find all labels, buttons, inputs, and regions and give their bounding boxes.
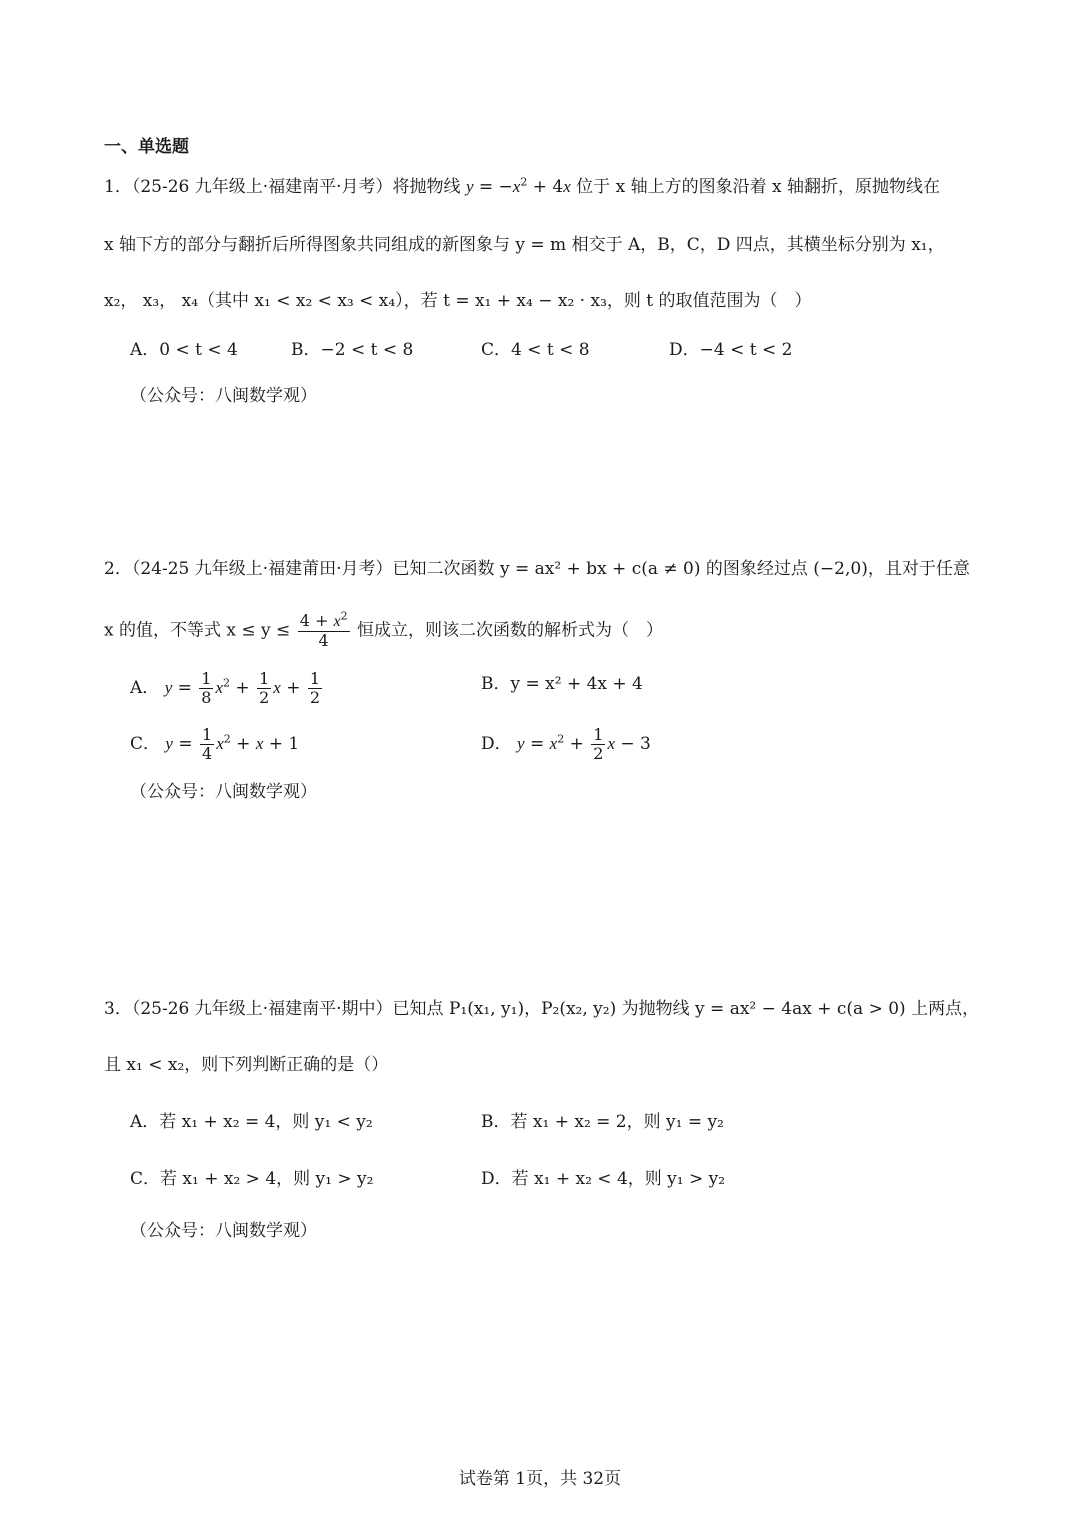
q1-line1-suffix: 位于 x 轴上方的图象沿着 x 轴翻折，原抛物线在 — [570, 177, 940, 197]
page-footer: 试卷第 1页，共 32页 — [458, 1469, 622, 1489]
q2-line2-suffix: 恒成立，则该二次函数的解析式为（ ） — [351, 620, 663, 641]
q2-option-d[interactable] — [481, 726, 651, 763]
q1-option-a[interactable]: A．0 < t < 4 — [130, 340, 238, 360]
q1-line-1 — [104, 173, 940, 201]
q1-line-2: x 轴下方的部分与翻折后所得图象共同组成的新图象与 y = m 相交于 A，B，C，D 四点，其横坐标分别为 x₁， — [104, 235, 945, 255]
q3-note: （公众号：八闽数学观） — [130, 1221, 317, 1241]
q2-option-a-formula: y = $\frac{1}{8}$ $x^2$ + $\frac{1}{2}$ x + $\frac{1}{2}$ — [164, 669, 321, 707]
q3-option-b[interactable]: B．若 x₁ + x₂ = 2，则 y₁ = y₂ — [481, 1112, 724, 1132]
q1-option-c[interactable]: C．4 < t < 8 — [481, 340, 590, 360]
q3-option-a[interactable]: A．若 x₁ + x₂ = 4，则 y₁ < y₂ — [130, 1112, 373, 1132]
q2-option-b[interactable]: B．y = x² + 4x + 4 — [481, 674, 643, 694]
q2-line-1: 2．（24-25 九年级上·福建莆田·月考）已知二次函数 y = ax² + bx + c(a ≠ 0) 的图象经过点 (−2,0)，且对于任意 — [104, 559, 970, 579]
q2-option-c-label: C． — [130, 734, 161, 754]
q1-note: （公众号：八闽数学观） — [130, 386, 317, 406]
q1-option-b[interactable]: B．−2 < t < 8 — [291, 340, 414, 360]
q1-parabola-formula: $y = -x^2 + 4x$ — [465, 175, 571, 197]
q3-option-d[interactable]: D．若 x₁ + x₂ < 4，则 y₁ > y₂ — [481, 1169, 726, 1189]
section-title: 一、单选题 — [104, 137, 189, 157]
q2-option-d-label: D． — [481, 734, 512, 754]
q1-option-d[interactable]: D．−4 < t < 2 — [669, 340, 793, 360]
q1-line1-prefix: 1．（25-26 九年级上·福建南平·月考）将抛物线 — [104, 177, 466, 197]
q3-line-1: 3．（25-26 九年级上·福建南平·期中）已知点 P₁(x₁, y₁)，P₂(x₂, y₂) 为抛物线 y = ax² − 4ax + c(a > 0) 上两点， — [104, 999, 980, 1019]
q2-option-c-formula: y = $\frac{1}{4}$ $x^2 + x + 1$ — [165, 725, 300, 763]
q2-option-a[interactable] — [130, 670, 324, 707]
q2-option-c[interactable] — [130, 726, 299, 763]
q2-line2-prefix: x 的值，不等式 x ≤ y ≤ — [104, 620, 296, 641]
q2-option-d-formula: $y = x^2$ + $\frac{1}{2}$ x − 3 — [517, 725, 651, 763]
q2-option-a-label: A． — [130, 678, 160, 698]
q3-option-c[interactable]: C．若 x₁ + x₂ > 4，则 y₁ > y₂ — [130, 1169, 374, 1189]
q2-note: （公众号：八闽数学观） — [130, 782, 317, 802]
q2-fraction: $\frac{4 + x^2}{4}$ — [299, 609, 348, 650]
q3-line-2: 且 x₁ < x₂，则下列判断正确的是（） — [104, 1055, 389, 1075]
q1-line-3: x₂， x₃， x₄（其中 x₁ < x₂ < x₃ < x₄），若 t = x₁ + x₄ − x₂ · x₃，则 t 的取值范围为（ ） — [104, 291, 812, 311]
q2-line-2 — [104, 609, 663, 650]
